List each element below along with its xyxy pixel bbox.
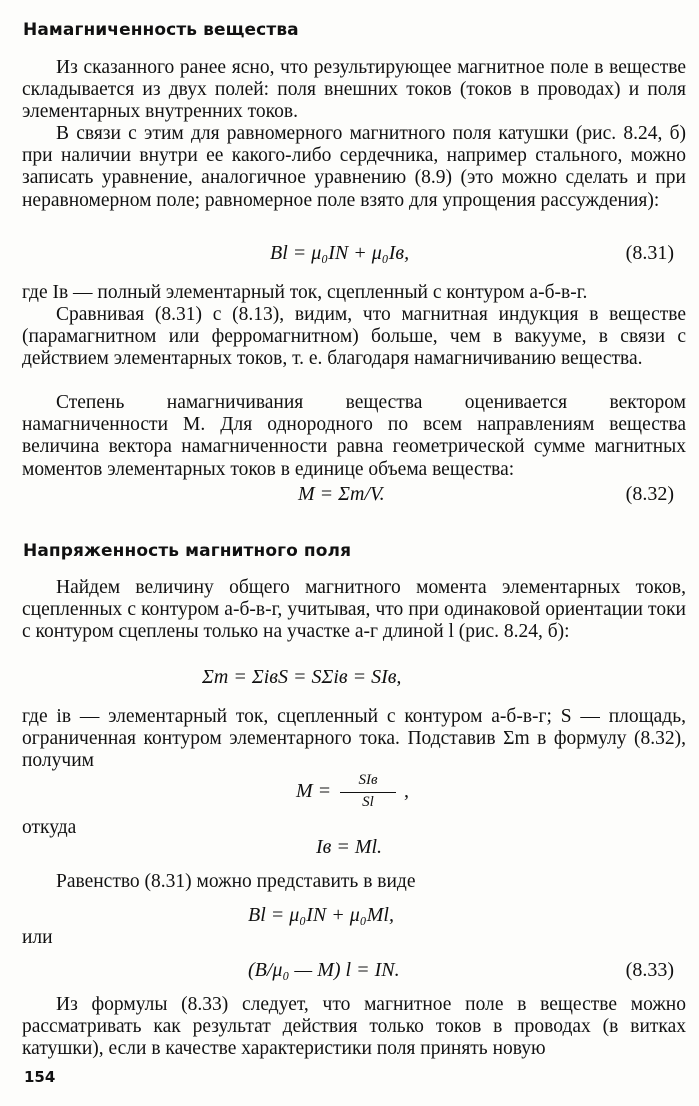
equation-number: (8.33)	[625, 959, 674, 981]
equation-expression: M = Σm/V.	[298, 483, 385, 505]
equation-8-31	[22, 242, 686, 270]
paragraph: Найдем величину общего магнитного момента элементарных токов, сцепленных с контуром а-б-в-г, учитывая, что при одинаковой ориентации токи с контуром сцеплены только на участке а-г длиной l (рис. 8.24, б):	[22, 577, 686, 643]
equation-number: (8.31)	[625, 242, 674, 264]
fraction	[340, 772, 396, 816]
paragraph: где Iв — полный элементарный ток, сцепленный с контуром а-б-в-г.	[22, 282, 588, 303]
equation-8-33	[22, 959, 686, 987]
paragraph: Степень намагничивания вещества оценивается вектором намагниченности M. Для однородного по всем направлениям вещества величина вектора намагниченности равна геометрической сумме магнитных моментов элементарных токов в единице объема вещества:	[22, 392, 686, 480]
word-otkuda: откуда	[22, 817, 77, 838]
fraction-bar	[340, 792, 396, 793]
section-title-magnetization: Намагниченность вещества	[23, 20, 299, 40]
fraction-denominator: Sl	[362, 794, 374, 810]
equation-magnetization-fraction	[22, 772, 686, 822]
equation-8-32	[22, 483, 686, 511]
equation-expression: Iв = Ml.	[316, 836, 383, 858]
equation-expression: Bl = μ₀IN + μ₀Ml,	[248, 904, 394, 926]
equation-moment-sum	[22, 666, 686, 694]
equation-expression: Σm = ΣiвS = SΣiв = SIв,	[202, 666, 402, 688]
fraction-numerator: SIв	[358, 772, 378, 788]
paragraph: Равенство (8.31) можно представить в виде	[56, 871, 416, 892]
page-number: 154	[24, 1068, 56, 1086]
paragraph: В связи с этим для равномерного магнитного поля катушки (рис. 8.24, б) при наличии внутри ее какого-либо сердечника, например стального, можно записать уравнение, аналогичное уравнению (8.9) (это можно сделать и при неравномерном поле; равномерное поле взято для упрощения рассуждения):	[22, 123, 686, 211]
paragraph: Из сказанного ранее ясно, что результирующее магнитное поле в веществе складывается из двух полей: поля внешних токов (токов в проводах) и поля элементарных внутренних токов.	[22, 57, 686, 123]
paragraph: Из формулы (8.33) следует, что магнитное поле в веществе можно рассматривать как результат действия только токов в проводах (в витках катушки), если в качестве характеристики поля принять новую	[22, 994, 686, 1060]
equation-expression: (B/μ₀ — M) l = IN.	[248, 959, 400, 981]
equation-induction	[22, 904, 686, 932]
equation-lhs: M =	[296, 780, 332, 802]
paragraph: Сравнивая (8.31) с (8.13), видим, что магнитная индукция в веществе (парамагнитном или ферромагнитном) больше, чем в вакууме, в связи с действием элементарных токов, т. е. благодаря намагничиванию вещества.	[22, 304, 686, 370]
paragraph: где iв — элементарный ток, сцепленный с контуром а-б-в-г; S — площадь, ограниченная контуром элементарного тока. Подставив Σm в формулу (8.32), получим	[22, 706, 686, 772]
section-title-field-strength: Напряженность магнитного поля	[23, 541, 352, 561]
equation-tail: ,	[404, 780, 409, 802]
equation-number: (8.32)	[625, 483, 674, 505]
equation-expression: Bl = μ₀IN + μ₀Iв,	[270, 242, 410, 264]
word-ili: или	[22, 927, 53, 948]
equation-current	[22, 836, 686, 864]
